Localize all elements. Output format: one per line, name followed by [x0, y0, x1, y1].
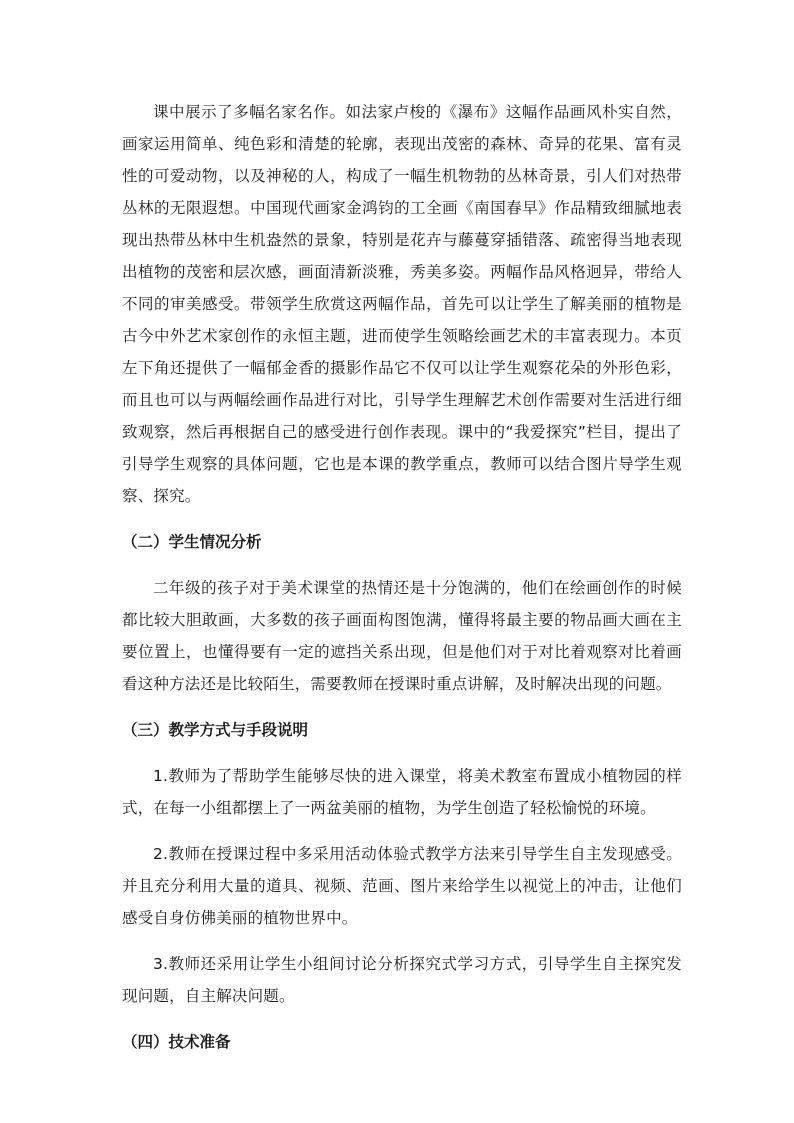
heading-student-analysis: （二）学生情况分析 [122, 533, 262, 551]
methods-item-1: 1.教师为了帮助学生能够尽快的进入课堂，将美术教室布置成小植物园的样式，在每一小组都摆上了一两盆美丽的植物，为学生创造了轻松愉悦的环境。 [122, 767, 682, 817]
heading-technical-preparation: （四）技术准备 [122, 1033, 231, 1051]
intro-paragraph: 课中展示了多幅名家名作。如法家卢梭的《瀑布》这幅作品画风朴实自然，画家运用简单、纯色彩和清楚的轮廓，表现出茂密的森林、奇异的花果、富有灵性的可爱动物，以及神秘的人，构成了一幅生机物勃的丛林奇景，引人们对热带丛林的无限遐想。中国现代画家金鸿钧的工全画《南国春早》作品精致细腻地表现出热带丛林中生机盎然的景象，特别是花卉与藤蔓穿插错落、疏密得当地表现出植物的茂密和层次感，画面清新淡雅，秀美多姿。两幅作品风格迥异，带给人不同的审美感受。带领学生欣赏这两幅作品，首先可以让学生了解美丽的植物是古今中外艺术家创作的永恒主题，进而使学生领略绘画艺术的丰富表现力。本页左下角还提供了一幅郁金香的摄影作品它不仅可以让学生观察花朵的外形色彩，而且也可以与两幅绘画作品进行对比，引导学生理解艺术创作需要对生活进行细致观察，然后再根据自己的感受进行创作表现。课中的“我爱探究”栏目，提出了引导学生观察的具体问题，它也是本课的教学重点，教师可以结合图片导学生观察、探究。 [122, 103, 682, 505]
methods-item-3: 3.教师还采用让学生小组间讨论分析探究式学习方式，引导学生自主探究发现问题，自主解决问题。 [122, 955, 682, 1005]
student-analysis-paragraph: 二年级的孩子对于美术课堂的热情还是十分饱满的，他们在绘画创作的时候都比较大胆敢画，大多数的孩子画面构图饱满，懂得将最主要的物品画大画在主要位置上，也懂得要有一定的遮挡关系出现，但是他们对于对比着观察对比着画看这种方法还是比较陌生，需要教师在授课时重点讲解，及时解决出现的问题。 [122, 579, 682, 693]
methods-item-2: 2.教师在授课过程中多采用活动体验式教学方法来引导学生自主发现感受。并且充分利用大量的道具、视频、范画、图片来给学生以视觉上的冲击，让他们感受自身仿佛美丽的植物世界中。 [122, 845, 682, 927]
heading-teaching-methods: （三）教学方式与手段说明 [122, 721, 309, 739]
